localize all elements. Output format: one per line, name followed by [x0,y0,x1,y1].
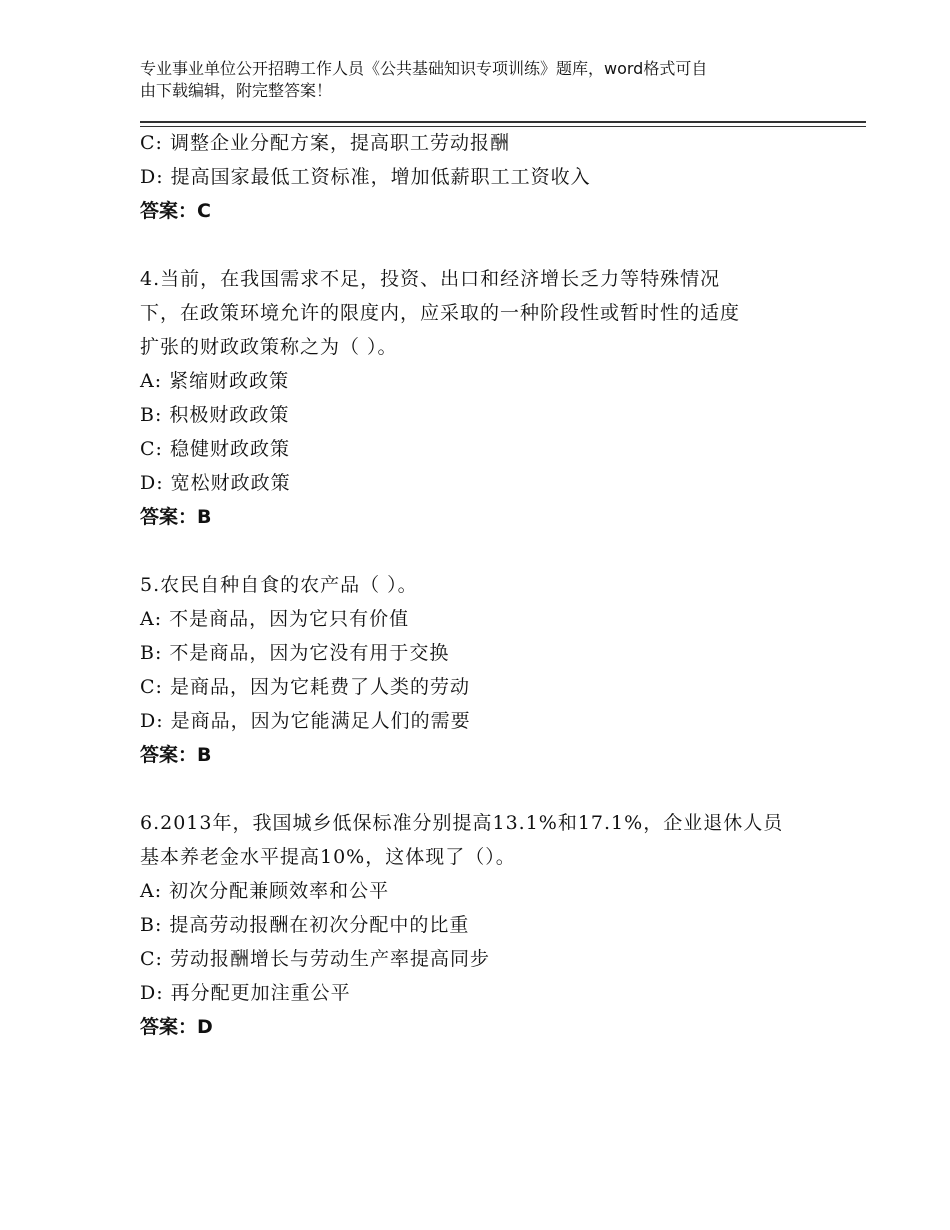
option-b: B: 提高劳动报酬在初次分配中的比重 [140,914,470,936]
header-rule-thick [140,121,866,123]
option-d: D: 再分配更加注重公平 [140,982,351,1004]
option-b: B: 积极财政政策 [140,404,290,426]
header-line-1: 专业事业单位公开招聘工作人员《公共基础知识专项训练》题库，word格式可自 [140,59,708,78]
answer-label: 答案：C [140,200,211,222]
question-text-line: 下，在政策环境允许的限度内，应采取的一种阶段性或暂时性的适度 [140,302,741,324]
document-header [140,58,830,102]
question-text-line: 扩张的财政政策称之为（ ）。 [140,336,398,358]
answer-label: 答案：D [140,1016,213,1038]
option-b: B: 不是商品，因为它没有用于交换 [140,642,450,664]
answer-label: 答案：B [140,744,212,766]
option-d: D: 提高国家最低工资标准，增加低薪职工工资收入 [140,166,591,188]
question-text-line: 5.农民自种自食的农产品（ ）。 [140,574,418,596]
spacer [140,772,820,806]
question-text-line: 基本养老金水平提高10%，这体现了（）。 [140,846,516,868]
question-block [140,806,820,1044]
answer-label: 答案：B [140,506,212,528]
spacer [140,534,820,568]
option-c: C: 是商品，因为它耗费了人类的劳动 [140,676,470,698]
question-block [140,126,820,228]
question-block [140,568,820,772]
option-c: C: 调整企业分配方案，提高职工劳动报酬 [140,132,510,154]
option-d: D: 宽松财政政策 [140,472,291,494]
question-text-line: 4.当前，在我国需求不足，投资、出口和经济增长乏力等特殊情况 [140,268,721,290]
option-c: C: 稳健财政政策 [140,438,290,460]
question-list [140,126,820,1044]
option-c: C: 劳动报酬增长与劳动生产率提高同步 [140,948,490,970]
question-text-line: 6.2013年，我国城乡低保标准分别提高13.1%和17.1%，企业退休人员 [140,812,784,834]
option-a: A: 不是商品，因为它只有价值 [140,608,410,630]
header-line-2: 由下载编辑，附完整答案！ [140,81,333,100]
question-block [140,262,820,534]
option-a: A: 初次分配兼顾效率和公平 [140,880,390,902]
spacer [140,228,820,262]
option-d: D: 是商品，因为它能满足人们的需要 [140,710,471,732]
option-a: A: 紧缩财政政策 [140,370,290,392]
